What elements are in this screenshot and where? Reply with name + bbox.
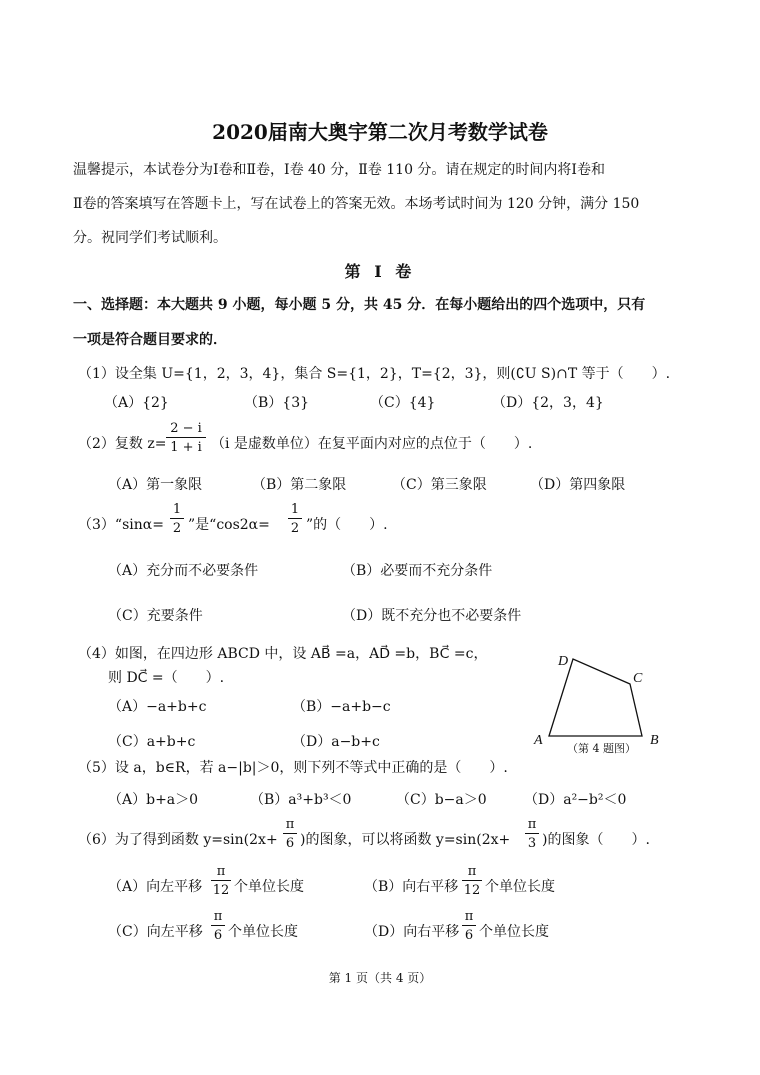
q3-fraction-1 (170, 502, 184, 536)
q3-option-d: （D）既不充分也不必要条件 (342, 608, 522, 624)
q3-stem-mid: ”是“cos2α= (188, 517, 270, 533)
q2-option-b: （B）第二象限 (252, 477, 347, 493)
q6-option-a-post: 个单位长度 (234, 879, 304, 895)
q5-stem: （5）设 a，b∈R，若 a−|b|＞0，则下列不等式中正确的是（ ）. (78, 760, 508, 776)
q6-fraction-1 (283, 817, 297, 851)
q2-option-d: （D）第四象限 (530, 477, 626, 493)
q6-option-b-pre: （B）向右平移 (364, 879, 459, 895)
q5-option-a: （A）b+a＞0 (108, 792, 199, 808)
q4-option-d: （D）a−b+c (292, 734, 380, 750)
q6-denominator-1: 6 (285, 836, 295, 851)
figure-label-b: B (650, 733, 659, 748)
q6-denominator-2: 3 (527, 836, 537, 851)
q6-option-a-numerator: π (211, 864, 231, 881)
notice-line-2: Ⅱ卷的答案填写在答题卡上，写在试卷上的答案无效。本场考试时间为 120 分钟，满分 150 (73, 196, 640, 212)
q3-option-a: （A）充分而不必要条件 (108, 563, 259, 579)
instructions-line-2: 一项是符合题目要求的． (73, 332, 227, 348)
q3-stem-pre: （3）“sinα= (78, 517, 164, 533)
q6-option-b-fraction (462, 864, 482, 898)
q3-denominator-2: 2 (290, 521, 300, 536)
figure-label-c: C (633, 671, 643, 686)
q3-numerator-2: 1 (288, 502, 302, 519)
q2-denominator: 1 + i (170, 440, 202, 455)
q6-option-d-fraction (462, 909, 476, 943)
q3-option-b: （B）必要而不充分条件 (342, 563, 493, 579)
q3-stem-post: ”的（ ）. (306, 517, 388, 533)
q2-stem-pre: （2）复数 z= (78, 436, 167, 452)
q2-stem-post: （i 是虚数单位）在复平面内对应的点位于（ ）. (211, 436, 533, 452)
q1-option-a: （A）{2} (104, 395, 169, 411)
q6-option-b-post: 个单位长度 (485, 879, 555, 895)
q4-stem: （4）如图，在四边形 ABCD 中，设 AB⃗ =a，AD⃗ =b，BC⃗ =c， (78, 646, 488, 662)
figure-label-a: A (534, 733, 543, 748)
q6-option-a-pre: （A）向左平移 (108, 879, 203, 895)
q1-option-c: （C）{4} (370, 395, 436, 411)
q3-option-c: （C）充要条件 (108, 608, 203, 624)
q3-numerator-1: 1 (170, 502, 184, 519)
q6-stem-pre: （6）为了得到函数 y=sin(2x+ (78, 832, 278, 848)
q5-option-d: （D）a²−b²＜0 (524, 792, 627, 808)
quadrilateral-abcd (549, 659, 642, 736)
q2-numerator: 2 − i (166, 421, 206, 438)
q6-option-b-numerator: π (462, 864, 482, 881)
q6-option-b-denominator: 12 (463, 883, 481, 898)
q3-denominator-1: 2 (172, 521, 182, 536)
q4-figure-caption: （第 4 题图） (567, 742, 636, 755)
q5-option-b: （B）a³+b³＜0 (250, 792, 352, 808)
page-footer: 第 1 页（共 4 页） (328, 971, 432, 985)
q6-numerator-2: π (525, 817, 539, 834)
q5-option-c: （C）b−a＞0 (396, 792, 487, 808)
q6-option-c-fraction (211, 909, 225, 943)
q2-fraction (166, 421, 206, 455)
q6-stem-mid: )的图象，可以将函数 y=sin(2x+ (300, 832, 511, 848)
q6-option-c-denominator: 6 (213, 928, 223, 943)
q6-option-d-pre: （D）向右平移 (364, 924, 460, 940)
q2-option-a: （A）第一象限 (108, 477, 203, 493)
section-title: 第 Ⅰ 卷 (344, 262, 416, 281)
q6-option-c-pre: （C）向左平移 (108, 924, 203, 940)
q6-option-d-numerator: π (462, 909, 476, 926)
q6-option-d-post: 个单位长度 (479, 924, 549, 940)
notice-line-3: 分。祝同学们考试顺利。 (73, 230, 227, 246)
q6-option-d-denominator: 6 (464, 928, 474, 943)
q4-option-a: （A）−a+b+c (108, 699, 207, 715)
q6-stem-post: )的图象（ ）. (542, 832, 650, 848)
q1-option-d: （D）{2，3，4} (492, 395, 604, 411)
q6-option-c-numerator: π (211, 909, 225, 926)
q6-option-a-fraction (211, 864, 231, 898)
q6-numerator-1: π (283, 817, 297, 834)
figure-label-d: D (558, 654, 569, 669)
q6-fraction-2 (525, 817, 539, 851)
q4-option-c: （C）a+b+c (108, 734, 196, 750)
q2-option-c: （C）第三象限 (392, 477, 487, 493)
q1-stem: （1）设全集 U={1，2，3，4}，集合 S={1，2}，T={2，3}，则(∁U S)∩T 等于（ ）. (78, 366, 671, 382)
page-title: 2020届南大奥宇第二次月考数学试卷 (212, 120, 548, 144)
q4-option-b: （B）−a+b−c (292, 699, 391, 715)
notice-line-1: 温馨提示，本试卷分为Ⅰ卷和Ⅱ卷，Ⅰ卷 40 分，Ⅱ卷 110 分。请在规定的时间内将Ⅰ卷和 (73, 162, 605, 178)
q3-fraction-2 (288, 502, 302, 536)
q6-option-a-denominator: 12 (212, 883, 230, 898)
q6-option-c-post: 个单位长度 (228, 924, 298, 940)
q1-option-b: （B）{3} (244, 395, 310, 411)
q4-stem-2: 则 DC⃗ =（ ）. (108, 670, 225, 686)
instructions-line-1: 一、选择题：本大题共 9 小题，每小题 5 分，共 45 分．在每小题给出的四个选项中，只有 (73, 297, 646, 313)
